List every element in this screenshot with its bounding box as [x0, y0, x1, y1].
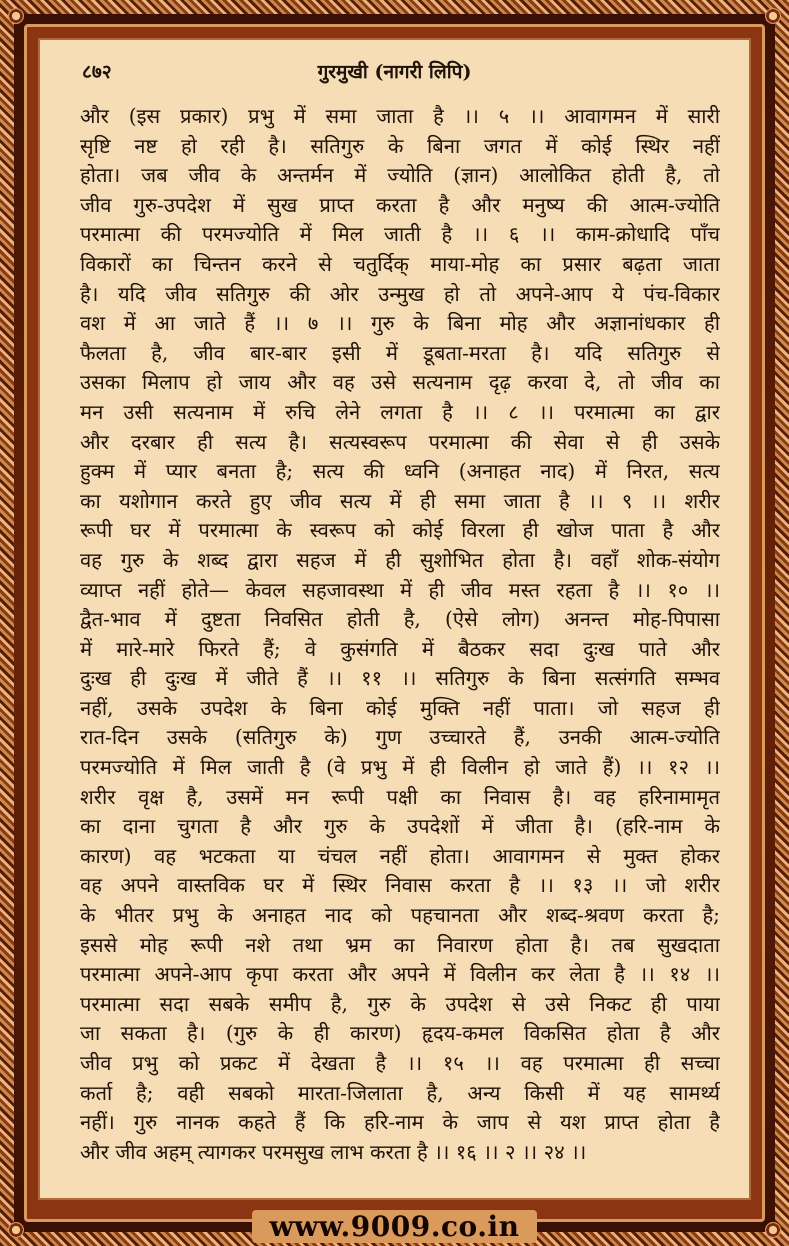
text-line: रूपी घर में परमात्मा के स्वरूप को कोई विरला ही खोज पाता है और — [80, 518, 720, 543]
text-line: विकारों का चिन्तन करने से चतुर्दिक् माया-मोह का प्रसार बढ़ता जाता — [80, 251, 720, 276]
translation-text — [80, 102, 720, 1167]
text-line: शरीर वृक्ष है, उसमें मन रूपी पक्षी का निवास है। वह हरिनामामृत — [80, 784, 720, 809]
scripture-page — [38, 38, 751, 1200]
text-line: के भीतर प्रभु के अनाहत नाद को पहचानता और शब्द-श्रवण करता है; — [80, 903, 720, 928]
site-watermark: www.9009.co.in — [252, 1210, 538, 1243]
text-line: द्वैत-भाव में दुष्टता निवसित होती है, (ऐसे लोग) अनन्त मोह-पिपासा — [80, 607, 720, 632]
text-line: नहीं, उसके उपदेश के बिना कोई मुक्ति नहीं पाता। जो सहज ही — [80, 695, 720, 720]
text-line: का दाना चुगता है और गुरु के उपदेशों में जीता है। (हरि-नाम के — [80, 814, 720, 839]
text-line: व्याप्त नहीं होते— केवल सहजावस्था में ही जीव मस्त रहता है ।। १० ।। — [80, 577, 720, 602]
text-line: परमात्मा सदा सबके समीप है, गुरु के उपदेश से उसे निकट ही पाया — [80, 991, 720, 1016]
page-title: गुरमुखी (नागरी लिपि) — [317, 61, 472, 83]
text-line: उसका मिलाप हो जाय और वह उसे सत्यनाम दृढ़ करवा दे, तो जीव का — [80, 370, 720, 395]
text-line: मन उसी सत्यनाम में रुचि लेने लगता है ।। ८ ।। परमात्मा का द्वार — [80, 399, 720, 424]
text-line: परमात्मा अपने-आप कृपा करता और अपने में विलीन कर लेता है ।। १४ ।। — [80, 962, 720, 987]
text-line: है। यदि जीव सतिगुरु की ओर उन्मुख हो तो अपने-आप ये पंच-विकार — [80, 281, 720, 306]
text-line: दुःख ही दुःख में जीते हैं ।। ११ ।। सतिगुरु के बिना सत्संगति सम्भव — [80, 666, 720, 691]
text-line: वह अपने वास्तविक घर में स्थिर निवास करता है ।। १३ ।। जो शरीर — [80, 873, 720, 898]
text-line: जीव गुरु-उपदेश में सुख प्राप्त करता है और मनुष्य की आत्म-ज्योति — [80, 192, 720, 217]
footer — [0, 1208, 789, 1242]
text-line: जा सकता है। (गुरु के ही कारण) हृदय-कमल विकसित होता है और — [80, 1021, 720, 1046]
text-line: इससे मोह रूपी नशे तथा भ्रम का निवारण होता है। तब सुखदाता — [80, 932, 720, 957]
page-number: ८७२ — [82, 61, 112, 83]
corner-ornament-icon — [8, 8, 24, 24]
text-line: वश में आ जाते हैं ।। ७ ।। गुरु के बिना मोह और अज्ञानांधकार ही — [80, 311, 720, 336]
corner-ornament-icon — [765, 8, 781, 24]
text-line: जीव प्रभु को प्रकट में देखता है ।। १५ ।। वह परमात्मा ही सच्चा — [80, 1051, 720, 1075]
text-line: रात-दिन उसके (सतिगुरु के) गुण उच्चारते हैं, उनकी आत्म-ज्योति — [80, 725, 720, 750]
text-line: फैलता है, जीव बार-बार इसी में डूबता-मरता है। यदि सतिगुरु से — [80, 340, 720, 365]
text-line: सृष्टि नष्ट हो रही है। सतिगुरु के बिना जगत में कोई स्थिर नहीं — [80, 133, 720, 158]
text-line: का यशोगान करते हुए जीव सत्य में ही समा जाता है ।। ९ ।। शरीर — [80, 488, 720, 513]
text-line: होता। जब जीव के अन्तर्मन में ज्योति (ज्ञान) आलोकित होती है, तो — [80, 163, 720, 188]
text-line: परमज्योति में मिल जाती है (वे प्रभु में ही विलीन हो जाते हैं) ।। १२ ।। — [80, 755, 720, 780]
text-line: परमात्मा की परमज्योति में मिल जाती है ।। ६ ।। काम-क्रोधादि पाँच — [80, 222, 720, 247]
text-line: और (इस प्रकार) प्रभु में समा जाता है ।। ५ ।। आवागमन में सारी — [80, 104, 720, 128]
page-header — [38, 52, 751, 84]
text-line: हुक्म में प्यार बनता है; सत्य की ध्वनि (अनाहत नाद) में निरत, सत्य — [80, 459, 720, 484]
text-line: और जीव अहम् त्यागकर परमसुख लाभ करता है ।। १६ ।। २ ।। २४ ।। — [80, 1139, 587, 1164]
text-line: कारण) वह भटकता या चंचल नहीं होता। आवागमन से मुक्त होकर — [80, 843, 720, 868]
text-line: कर्ता है; वही सबको मारता-जिलाता है, अन्य किसी में यह सामर्थ्य — [80, 1080, 720, 1105]
text-line: में मारे-मारे फिरते हैं; वे कुसंगति में बैठकर सदा दुःख पाते और — [80, 636, 720, 661]
text-line: वह गुरु के शब्द द्वारा सहज में ही सुशोभित होता है। वहाँ शोक-संयोग — [80, 547, 720, 572]
text-line: और दरबार ही सत्य है। सत्यस्वरूप परमात्मा की सेवा से ही उसके — [80, 429, 720, 454]
text-line: नहीं। गुरु नानक कहते हैं कि हरि-नाम के जाप से यश प्राप्त होता है — [80, 1110, 720, 1135]
